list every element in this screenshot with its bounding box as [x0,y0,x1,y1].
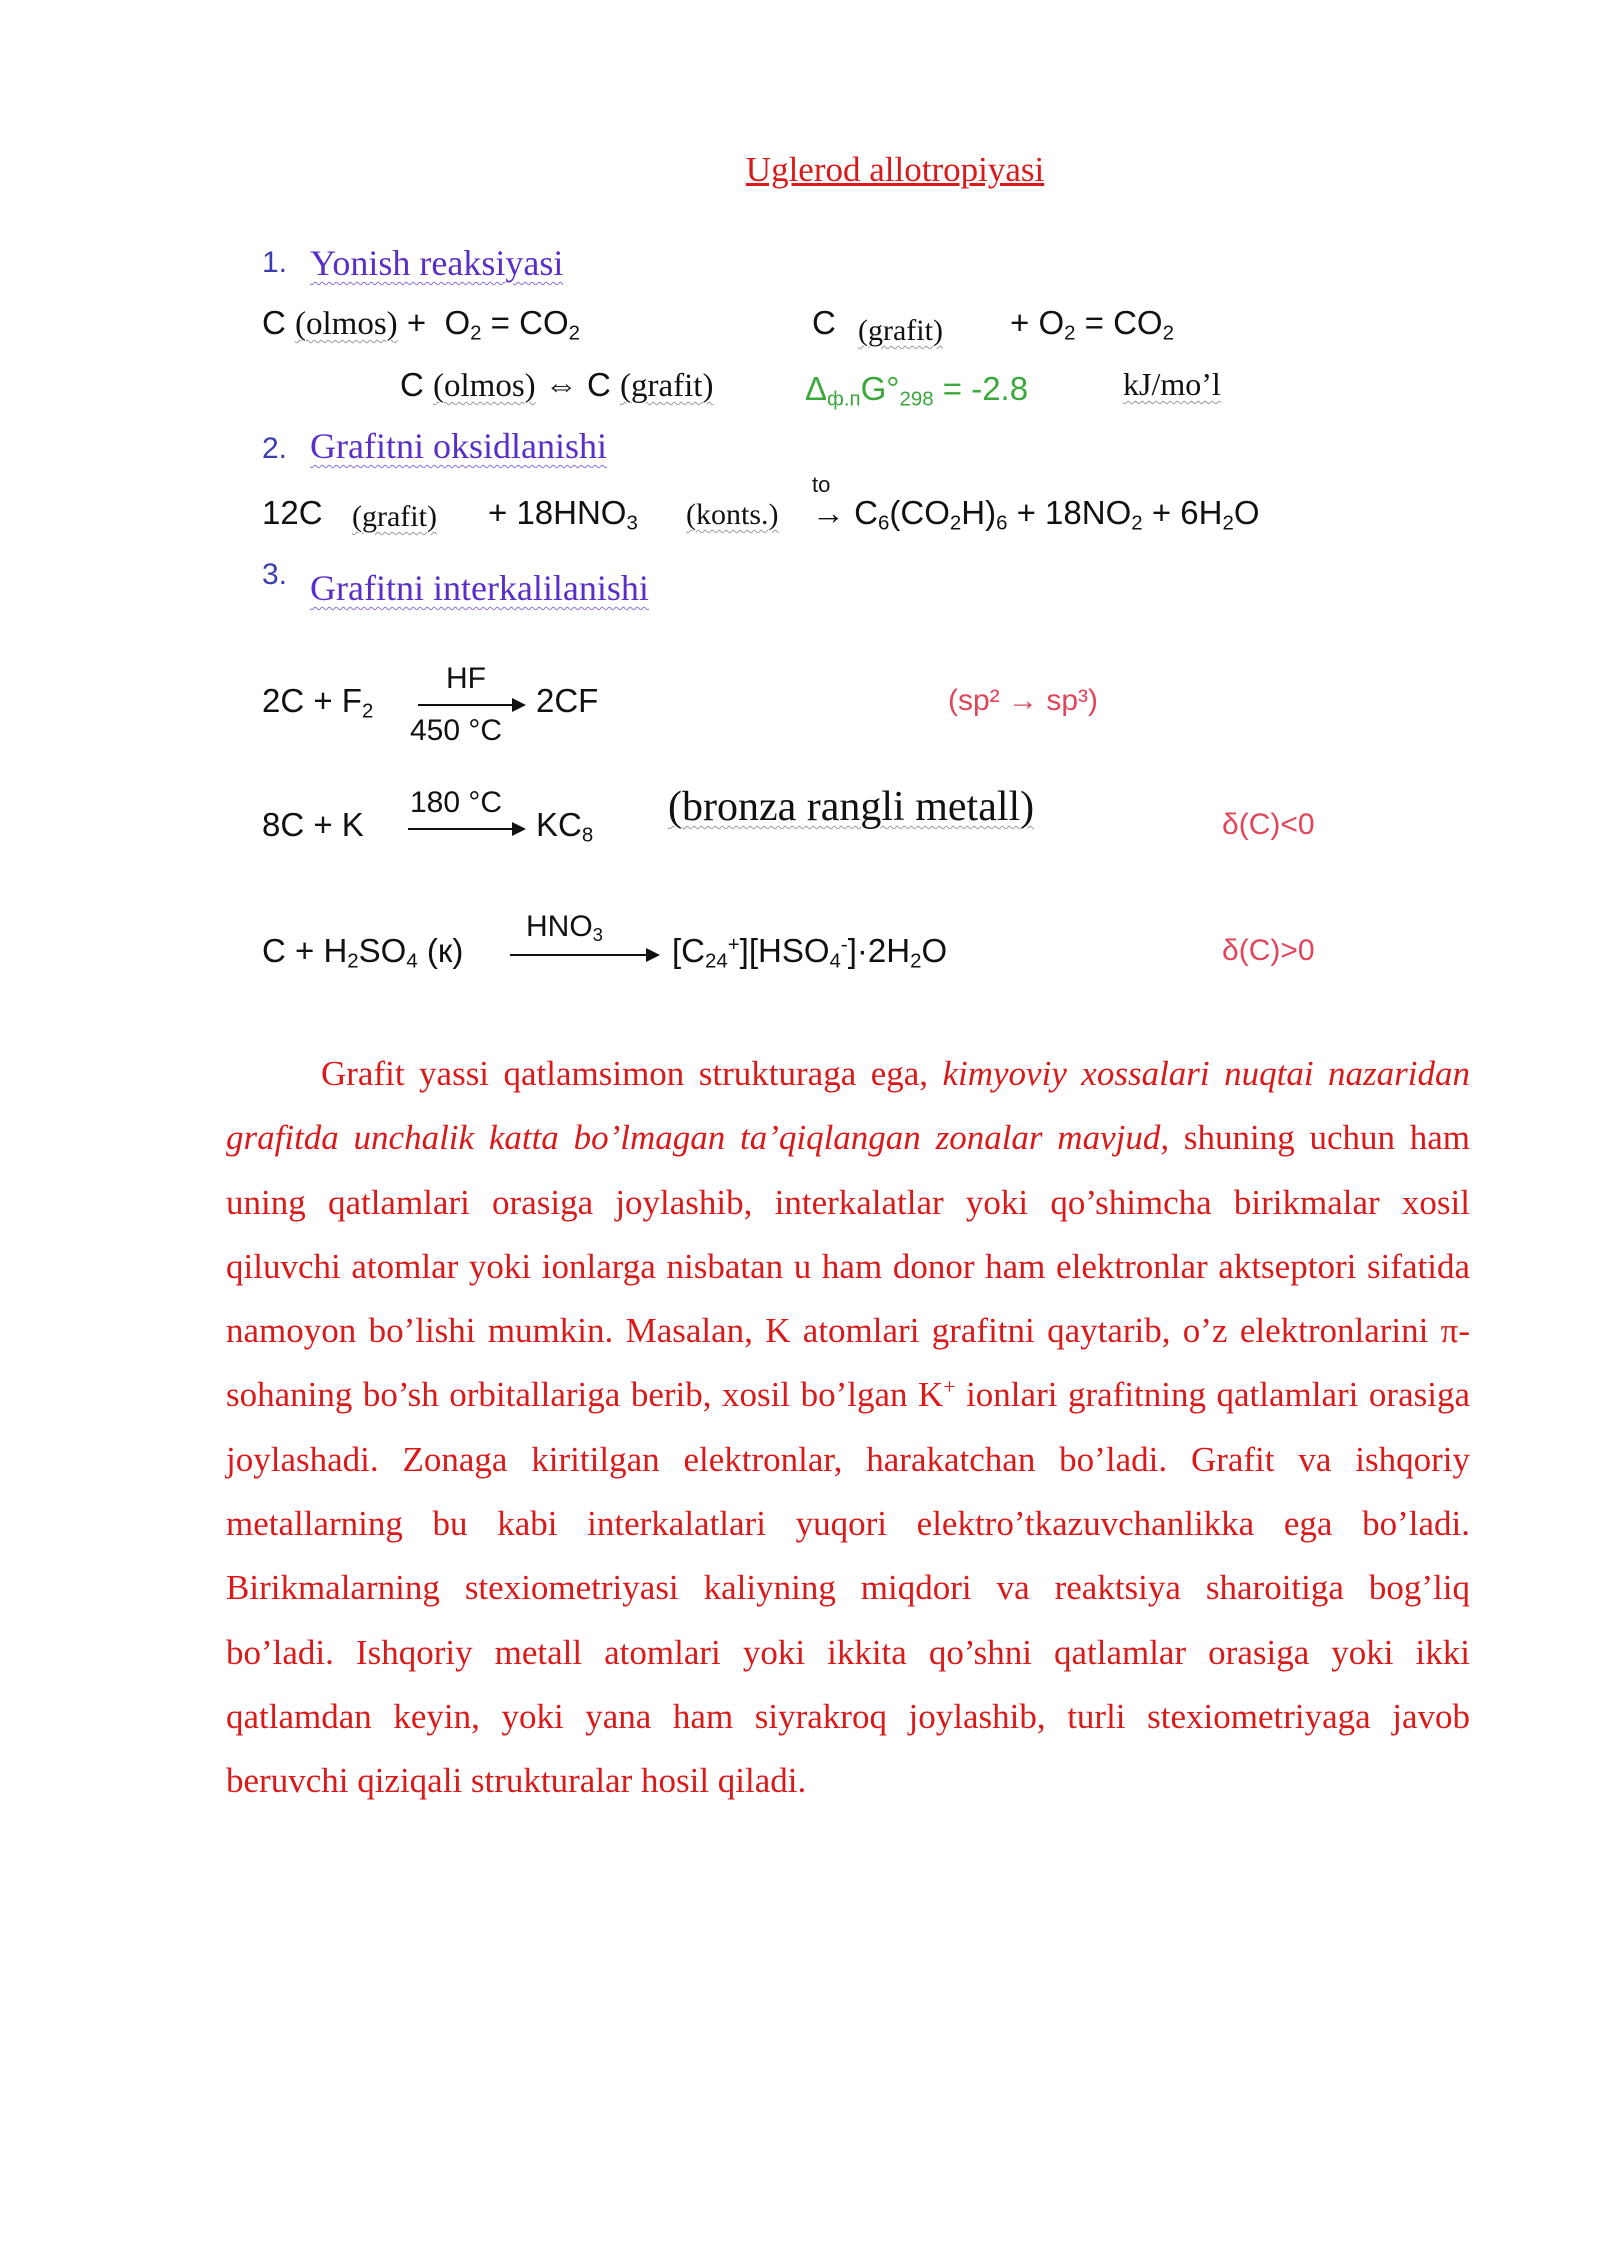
section-3-number: 3. [262,558,288,591]
sulfuric-arrow [510,954,658,956]
potassium-arrow [408,828,524,830]
section-1-number: 1. [262,246,288,279]
oxidation-reagent: + $18HNO_3$ [488,494,638,535]
sulfuric-lhs: $C + H_2SO_4$ (к) [262,932,464,973]
section-3-heading: Grafitni interkalilanishi [310,568,649,608]
oxidation-lhs-coefficient: 12C [262,494,323,531]
page-title: Uglerod allotropiyasi [745,150,1045,189]
equation-combustion-graphite-rhs: + $O_2 = CO_2$ [1010,304,1174,345]
label-grafit-2: (grafit) [352,500,437,533]
fluorination-temperature: 450 °C [410,714,503,747]
body-paragraph: Grafit yassi qatlamsimon strukturaga ega, kimyoviy xossalari nuqtai nazaridan grafitda unchalik katta bo’lmagan ta’qiqlangan zonalar mavjud, shuning uchun ham uning qatlamlari orasiga joylashib, interkalatlar yoki qo’shimcha birikmalar xosil qiluvchi atomlar yoki ionlarga nisbatan u ham donor ham elektronlar aktseptori sifatida namoyon bo’lishi mumkin. Masalan, K atomlari grafitni qaytarib, o’z elektronlarini π-sohaning bo’sh orbitallariga berib, xosil bo’lgan K+ ionlari grafitning qatlamlari orasiga joylashadi. Zonaga kiritilgan elektronlar, harakatchan bo’ladi. Grafit va ishqoriy metallarning bu kabi interkalatlari yuqori elektro’tkazuvchanlikka ega bo’ladi. Birikmalarning stexiometriyasi kaliyning miqdori va reaktsiya sharoitiga bog’liq bo’ladi. Ishqoriy metall atomlari yoki ikkita qo’shni qatlamlar orasiga yoki ikki qatlamdan keyin, yoki yana ham siyrakroq joylashib, turli stexiometriyaga javob beruvchi qiziqali strukturalar hosil qiladi. [226,1054,1471,1801]
section-2-heading: Grafitni oksidlanishi [310,426,607,466]
fluorination-lhs: $2C + F_2$ [262,682,374,723]
charge-negative: δ(C)<0 [1222,808,1315,841]
equation-combustion-diamond: C (olmos) + $O_2 = CO_2$ [262,304,580,345]
gibbs-energy: $\Delta_{ф.п}G^\circ_{298} = -2.8$ [805,370,1029,411]
equation-diamond-graphite: C (olmos) ⇔ C (grafit) [400,366,714,404]
heat-label: to [812,472,831,497]
potassium-temperature: 180 °C [410,786,503,819]
section-2-number: 2. [262,432,288,465]
section-1-heading: Yonish reaksiyasi [310,243,564,283]
label-konts: (konts.) [686,498,779,531]
equation-combustion-graphite: C [812,304,836,341]
label-grafit-1: (grafit) [858,314,943,347]
sulfuric-catalyst: $HNO_3$ [526,910,604,946]
bronze-note: (bronza rangli metall) [668,784,1035,830]
charge-positive: δ(C)>0 [1222,934,1315,967]
sulfuric-product: $[C_{24}^+][HSO_4^-]\cdot 2H_2O$ [672,932,948,973]
potassium-product: $KC_8$ [536,806,594,847]
fluorination-product: 2CF [536,682,599,719]
potassium-lhs: 8C + K [262,806,364,843]
oxidation-products: → $C_6(CO_2H)_6 + 18NO_2 + 6H_2O$ [812,494,1260,535]
gibbs-unit: kJ/mo’l [1123,366,1221,402]
fluorination-catalyst: HF [446,662,486,695]
hybridization-change: (sp² → sp³) [948,684,1098,717]
fluorination-arrow [418,704,524,706]
